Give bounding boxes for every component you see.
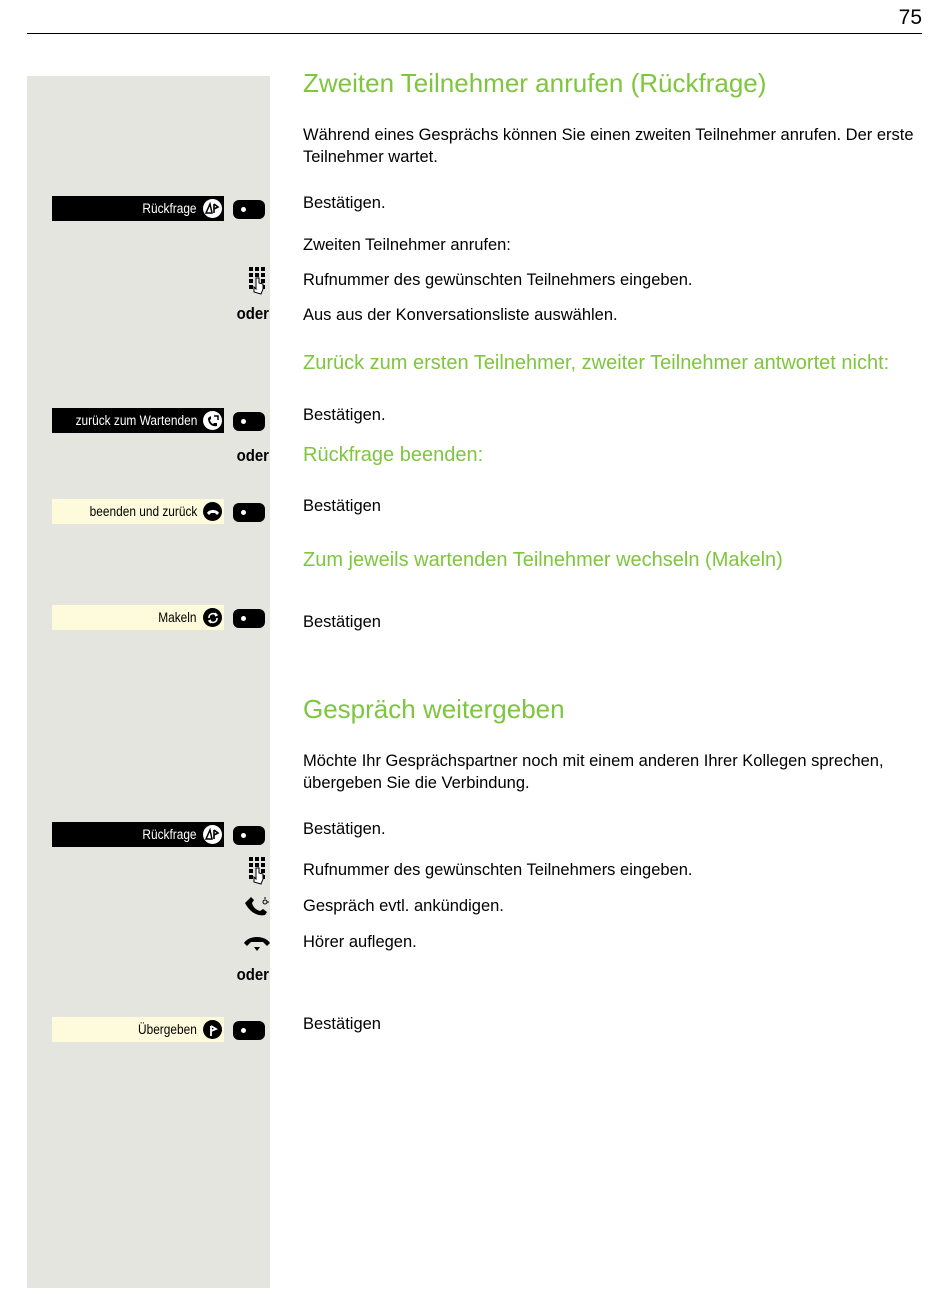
softkey-label: Rückfrage (142, 827, 197, 842)
step-confirm: Bestätigen. (303, 406, 386, 424)
hangup-icon (203, 502, 222, 521)
section-title-transfer: Gespräch weitergeben (303, 694, 565, 724)
header-rule (27, 33, 922, 34)
softkey-rueckfrage[interactable] (52, 822, 224, 847)
page-number: 75 (898, 6, 922, 29)
ok-button[interactable] (233, 200, 265, 219)
ok-button[interactable] (233, 412, 265, 431)
ok-button[interactable] (233, 1021, 265, 1040)
step-confirm: Bestätigen (303, 1015, 381, 1033)
softkey-label: beenden und zurück (89, 504, 197, 519)
softkey-makeln[interactable] (52, 605, 224, 630)
back-to-waiting-icon (203, 411, 222, 430)
sidebar-panel (27, 76, 270, 1288)
softkey-back-to-waiting[interactable] (52, 408, 224, 433)
consultation-icon (203, 825, 222, 844)
section-title-back-to-first: Zurück zum ersten Teilnehmer, zweiter Teilnehmer antwortet nicht: (303, 352, 890, 374)
step-call-second: Zweiten Teilnehmer anrufen: (303, 236, 511, 254)
hangup-handset-icon (243, 932, 271, 962)
section-title-end-consultation: Rückfrage beenden: (303, 444, 484, 466)
ok-button[interactable] (233, 826, 265, 845)
keypad-icon (243, 855, 271, 885)
softkey-label: Rückfrage (142, 201, 197, 216)
oder-label: oder (236, 446, 269, 465)
step-confirm: Bestätigen (303, 613, 381, 631)
intro-rueckfrage: Während eines Gesprächs können Sie einen zweiten Teilnehmer anrufen. Der erste Teilnehmer wartet. (303, 126, 914, 166)
section-title-rueckfrage: Zweiten Teilnehmer anrufen (Rückfrage) (303, 68, 767, 98)
transfer-icon (203, 1020, 222, 1039)
step-confirm: Bestätigen. (303, 194, 386, 212)
step-announce: Gespräch evtl. ankündigen. (303, 897, 504, 915)
softkey-label: Makeln (158, 610, 197, 625)
step-enter-number: Rufnummer des gewünschten Teilnehmers eingeben. (303, 861, 693, 879)
softkey-transfer[interactable] (52, 1017, 224, 1042)
softkey-rueckfrage[interactable] (52, 196, 224, 221)
ok-button[interactable] (233, 503, 265, 522)
step-select-list: Aus aus der Konversationsliste auswählen. (303, 306, 618, 324)
oder-label: oder (236, 965, 269, 984)
softkey-label: zurück zum Wartenden (75, 413, 197, 428)
softkey-label: Übergeben (138, 1022, 197, 1037)
step-hangup: Hörer auflegen. (303, 933, 417, 951)
ok-button[interactable] (233, 609, 265, 628)
section-title-makeln: Zum jeweils wartenden Teilnehmer wechseln (Makeln) (303, 549, 783, 571)
consultation-icon (203, 199, 222, 218)
keypad-icon (243, 265, 271, 295)
oder-label: oder (236, 304, 269, 323)
softkey-end-and-return[interactable] (52, 499, 224, 524)
step-confirm: Bestätigen (303, 497, 381, 515)
step-enter-number: Rufnummer des gewünschten Teilnehmers eingeben. (303, 271, 693, 289)
step-confirm: Bestätigen. (303, 820, 386, 838)
toggle-calls-icon (203, 608, 222, 627)
intro-transfer: Möchte Ihr Gesprächspartner noch mit einem anderen Ihrer Kollegen sprechen, übergeben Sie die Verbindung. (303, 752, 884, 792)
handset-speak-icon (243, 895, 271, 925)
